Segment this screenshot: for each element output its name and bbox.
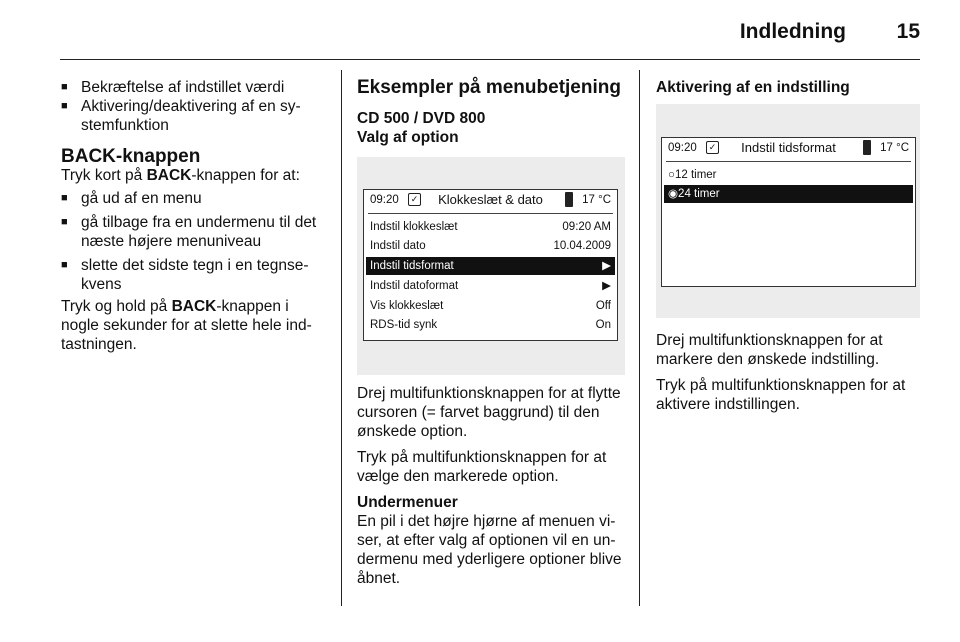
check-icon: ✓ (408, 193, 421, 206)
page-number: 15 (896, 20, 920, 43)
menu-value: 09:20 AM (562, 221, 611, 233)
instruction-paragraph: Tryk på multifunktionsknappen for at vælge den markerede option. (357, 449, 607, 485)
menu-label: Indstil dato (370, 240, 426, 252)
menu-value: Off (595, 300, 611, 312)
back-heading: BACK-knappen (61, 146, 201, 167)
display-screenshot-1 (357, 157, 625, 375)
column-1 (61, 78, 329, 354)
column-divider-2 (639, 70, 640, 606)
back-keyword: BACK (171, 298, 217, 315)
radio-empty-icon: ○ (668, 169, 675, 181)
section-heading: Eksempler på menubetjening (357, 77, 621, 98)
text: -knappen for at: (191, 167, 300, 184)
temperature: 17 °C (880, 142, 909, 154)
clock-time: 09:20 (668, 142, 697, 154)
column-3-text (656, 331, 920, 414)
text: Tryk kort på (61, 167, 147, 184)
instruction-paragraph: Drej multifunktionsknappen for at flytte cursoren (= farvet baggrund) til den ønskede option. (357, 385, 621, 440)
temperature: 17 °C (582, 194, 611, 206)
menu-value: On (595, 319, 611, 331)
column-3 (656, 78, 920, 97)
back-intro (61, 166, 329, 185)
page-header-title: Indledning (739, 20, 846, 43)
display-panel (363, 189, 618, 341)
menu-label: Vis klokkeslæt (370, 300, 444, 312)
menu-label: Indstil tidsformat (370, 260, 454, 272)
option-row-selected (664, 185, 913, 203)
instruction-paragraph: Drej multifunktionsknappen for at markere den ønskede indstilling. (656, 332, 883, 368)
feature-list (61, 78, 329, 135)
column-divider-1 (341, 70, 342, 606)
submenu-arrow-icon: ▶ (602, 260, 611, 272)
column-2 (357, 78, 625, 147)
menu-label: Indstil klokkeslæt (370, 221, 458, 233)
list-item: ■ slette det sidste tegn i en tegnse-kvens (61, 256, 329, 294)
menu-row-selected (366, 257, 615, 275)
phone-icon (565, 192, 573, 207)
undermenu-paragraph: En pil i det højre hjørne af menuen vi-ser, at efter valg af optionen vil en un-dermenu med yderligere optioner blive åbnet. (357, 513, 622, 587)
section-heading: Aktivering af en indstilling (656, 79, 850, 96)
display-panel (661, 137, 916, 287)
option-text: 24 timer (678, 188, 720, 200)
subheading: CD 500 / DVD 800 (357, 110, 486, 127)
display-screenshot-2 (656, 104, 920, 318)
menu-label: Indstil datoformat (370, 280, 459, 292)
menu-value: 10.04.2009 (553, 240, 611, 252)
column-2-text (357, 384, 633, 588)
status-bar (662, 138, 915, 160)
screen-title: Indstil tidsformat (741, 140, 836, 155)
option-label (668, 185, 720, 203)
list-item: ■ Aktivering/deaktivering af en sy-stemfunktion (61, 97, 329, 135)
clock-time: 09:20 (370, 194, 399, 206)
menu-row (366, 316, 615, 334)
list-item: ■ Bekræftelse af indstillet værdi (61, 78, 329, 97)
status-divider (368, 213, 613, 214)
phone-icon (863, 140, 871, 155)
option-text: 12 timer (674, 169, 717, 181)
option-label (668, 166, 717, 184)
undermenu-heading: Undermenuer (357, 494, 458, 511)
list-item: ■ gå ud af en menu (61, 189, 329, 208)
screen-title: Klokkeslæt & dato (438, 192, 543, 207)
menu-row (366, 277, 615, 295)
hold-paragraph (61, 297, 329, 354)
instruction-paragraph: Tryk på multifunktionsknappen for at aktivere indstillingen. (656, 377, 906, 413)
menu-row (366, 237, 615, 255)
header-rule (60, 59, 920, 60)
text: Tryk og hold på (61, 298, 172, 315)
menu-row (366, 218, 615, 236)
radio-selected-icon: ◉ (668, 188, 679, 200)
status-bar (364, 190, 617, 212)
option-row (664, 166, 913, 184)
menu-row (366, 297, 615, 315)
back-keyword: BACK (146, 167, 192, 184)
status-divider (666, 161, 911, 162)
subheading-2: Valg af option (357, 129, 459, 146)
list-item: ■ gå tilbage fra en undermenu til det næste højere menuniveau (61, 213, 329, 251)
menu-label: RDS-tid synk (370, 319, 438, 331)
submenu-arrow-icon: ▶ (602, 280, 611, 292)
back-list (61, 189, 329, 294)
check-icon: ✓ (706, 141, 719, 154)
text: -knappen i nogle sekunder for at slette hele ind-tastningen. (61, 298, 312, 353)
